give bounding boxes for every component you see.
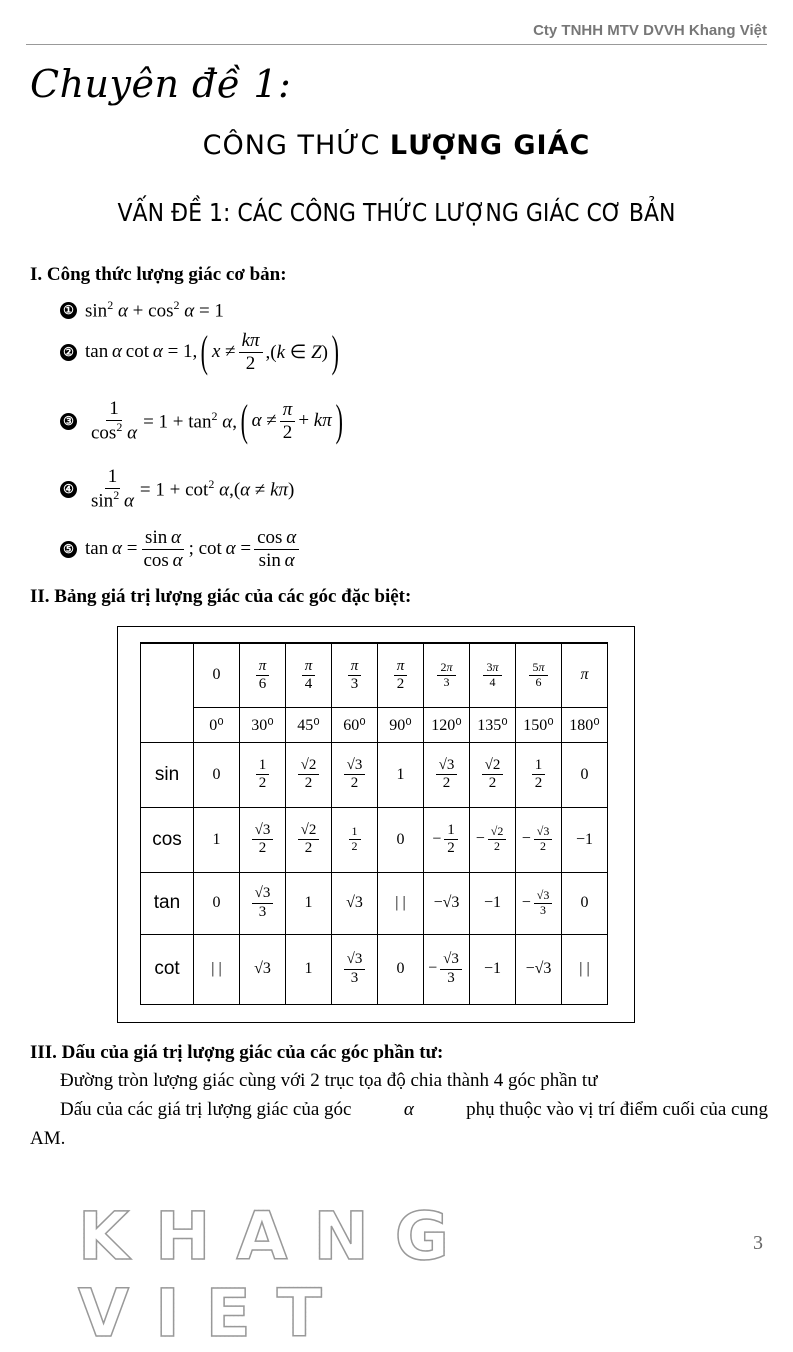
bullet-1: ① — [60, 302, 77, 319]
paragraph-2-part-b: phụ thuộc vào vị trí điểm cuối của cung — [466, 1099, 768, 1120]
row-label: sin — [141, 742, 194, 807]
deg-cell: 45⁰ — [286, 707, 332, 742]
table-row: sin 0 $\frac{1}{2}$ $\frac{√2}{2}$ $\frac{√3}{2}$ 1 $\frac{√3}{2}$ $\frac{√2}{2}$ $\frac{1}{2}$ 0 — [141, 742, 608, 807]
formula-5: ⑤ tan α = $\frac{\text{sin α}}{\text{cos α}}$ ; cot α = $\frac{\text{cos α}}{\text{sin α}}$ — [60, 527, 302, 572]
formula-4: ④ $\frac{1}{\sin^2 \alpha}$ = $1 + \cot^2 \alpha,(\alpha \ne k\pi)$ — [60, 466, 294, 512]
formula-2: ② tan α cot α = 1, ( x ≠ $\frac{k\pi}{2}$ ,(k ∈ Z) ) — [60, 330, 343, 375]
bullet-5: ⑤ — [60, 541, 77, 558]
bullet-3: ③ — [60, 413, 77, 430]
rad-cell: 0 — [194, 643, 240, 707]
chapter-title — [0, 130, 793, 161]
page-number: 3 — [753, 1232, 763, 1254]
chapter-title-normal: CÔNG THỨC — [202, 130, 381, 161]
row-label: tan — [141, 872, 194, 934]
bullet-4: ④ — [60, 481, 77, 498]
header-company: Cty TNHH MTV DVVH Khang Việt — [533, 22, 767, 39]
formula-1: ① $\sin^2 \alpha + \cos^2 \alpha = 1$ — [60, 298, 224, 322]
paragraph-2-part-a: Dấu của các giá trị lượng giác của góc — [60, 1099, 352, 1120]
section-2-heading: II. Bảng giá trị lượng giác của các góc đặc biệt: — [30, 586, 412, 607]
section-3-heading: III. Dấu của giá trị lượng giác của các góc phần tư: — [30, 1042, 444, 1063]
table-row: tan 0 $\frac{√3}{3}$ 1 √3 | | −√3 −1 − $\frac{√3}{3}$ 0 — [141, 872, 608, 934]
formula-3: ③ $\frac{1}{\cos^2 \alpha}$ = $1 + \tan^2 \alpha$, ( α ≠ $\frac{\pi}{2}$ + kπ ) — [60, 398, 346, 444]
deg-cell: 60⁰ — [332, 707, 378, 742]
deg-cell: 90⁰ — [378, 707, 424, 742]
table-row: cos 1 $\frac{√3}{2}$ $\frac{√2}{2}$ $\frac{1}{2}$ 0 − $\frac{1}{2}$ − $\frac{√2}{2}$ − $\frac{√3}{2}$ −1 — [141, 807, 608, 872]
paragraph-2-end: AM. — [30, 1128, 66, 1149]
row-label: cos — [141, 807, 194, 872]
degree-row — [141, 707, 608, 742]
alpha-symbol: α — [403, 1099, 414, 1120]
deg-cell: 150⁰ — [516, 707, 562, 742]
watermark-logo: KHANG VIET — [78, 1198, 793, 1352]
row-label: cot — [141, 934, 194, 1004]
trig-values-table: 0 $\frac{\pi}{6}$ $\frac{\pi}{4}$ $\frac{\pi}{3}$ $\frac{\pi}{2}$ $\frac{2\pi}{3}$ $\frac{3\pi}{4}$ $\frac{5\pi}{6}$ π 0⁰ 30⁰ 45⁰ 60⁰ 90⁰ 120⁰ 135⁰ 150⁰ 180⁰ sin 0 $\frac{1}{2}$ $\frac{√2}{2}$ $\frac{√3}{2}$ 1 $\frac{√3}{2}$ $\frac{√2}{2}$ $\frac{1}{2}$ 0 cos 1 $\frac{√3}{2}$ $\frac{√2}{2}$ $\frac{1}{2}$ 0 − $\frac{1}{2}$ − $\frac{√2}{2}$ − $\frac{√3}{2}$ −1 tan 0 $\frac{√3}{3}$ 1 √3 | | −√3 −1 − $\frac{√3}{3}$ 0 cot | | √3 1 $\frac{√3}{3}$ 0 − $\frac{√3}{3}$ −1 −√3 | | — [140, 642, 608, 1005]
deg-cell: 180⁰ — [562, 707, 608, 742]
chapter-label: Chuyên đề 1: — [30, 62, 292, 106]
paragraph-2 — [60, 1099, 768, 1121]
topic-title: VẤN ĐỀ 1: CÁC CÔNG THỨC LƯỢNG GIÁC CƠ BẢN — [117, 198, 676, 227]
bullet-2: ② — [60, 344, 77, 361]
deg-cell: 135⁰ — [470, 707, 516, 742]
paragraph-1: Đường tròn lượng giác cùng với 2 trục tọa độ chia thành 4 góc phần tư — [60, 1070, 598, 1091]
deg-cell: 120⁰ — [424, 707, 470, 742]
table-corner — [141, 643, 194, 742]
section-1-heading: I. Công thức lượng giác cơ bản: — [30, 264, 287, 285]
chapter-title-bold: LƯỢNG GIÁC — [389, 130, 591, 161]
deg-cell: 0⁰ — [194, 707, 240, 742]
table-row: cot | | √3 1 $\frac{√3}{3}$ 0 − $\frac{√3}{3}$ −1 −√3 | | — [141, 934, 608, 1004]
header-divider — [26, 44, 767, 45]
deg-cell: 30⁰ — [240, 707, 286, 742]
